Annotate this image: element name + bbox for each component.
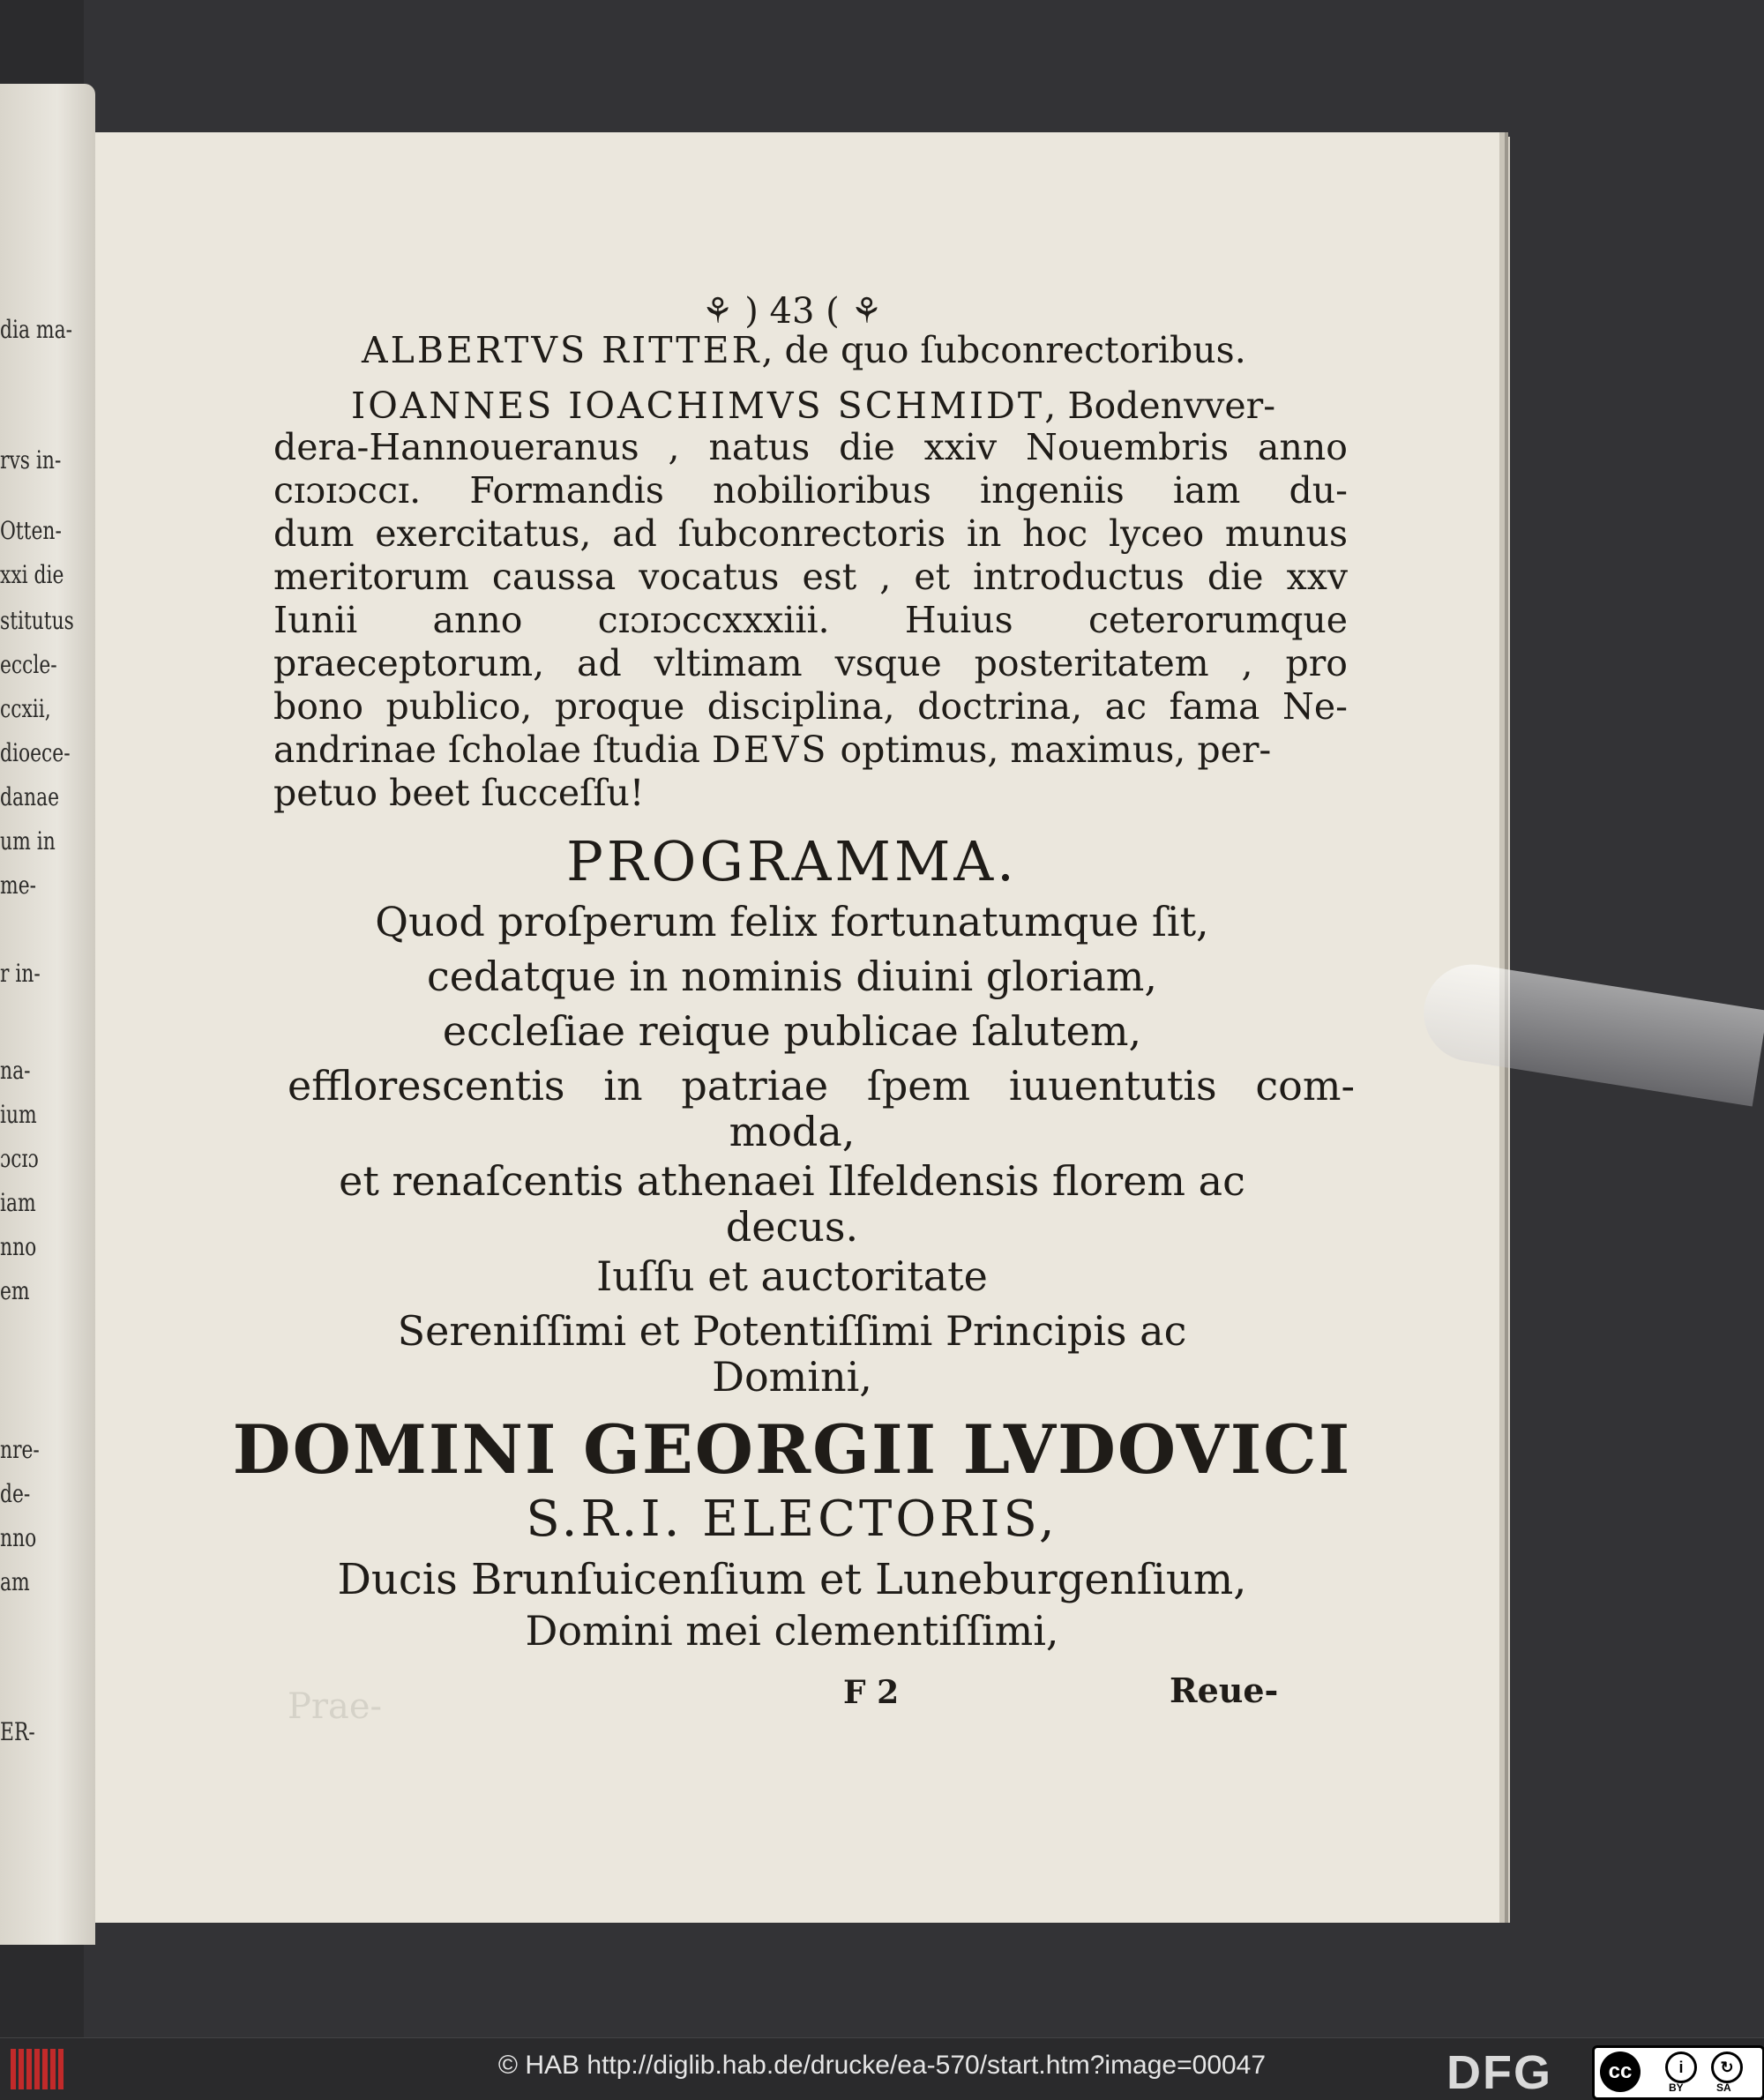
left-fragment: nno [0,1232,37,1261]
catchword: Reue- [1170,1670,1279,1710]
programma-line: et renaſcentis athenaei Ilfeldensis florem ac [339,1157,1245,1205]
running-head: ⚘ ) 43 ( ⚘ [701,291,883,332]
left-fragment: nno [0,1523,37,1552]
left-fragment: de- [0,1479,31,1508]
left-fragment: um in [0,826,56,856]
left-fragment: xxi die [0,560,64,589]
dominus-heading: DOMINI GEORGII LVDOVICI [232,1410,1352,1489]
text-line [351,384,1275,428]
text-line: praeceptorum, ad vltimam vsque posteritatem , pro [273,642,1348,684]
left-fragment: ium [0,1100,37,1129]
left-fragment: me- [0,871,37,900]
left-fragment: em [0,1276,30,1305]
left-fragment: iam [0,1188,36,1217]
show-through-text: Prae- [288,1686,383,1727]
programma-title: PROGRAMMA. [566,829,1018,893]
left-fragment: danae [0,782,60,811]
deus-smallcaps: DEVS [711,729,829,771]
book-page [95,132,1499,1923]
left-fragment: nre- [0,1435,40,1464]
text-line: Iunii anno cɪɔɪɔccxxxiii. Huius ceterorumque [273,599,1348,641]
footer-bar [0,2037,1764,2100]
left-fragment: eccle- [0,650,57,679]
programma-line: Quod proſperum felix fortunatumque ſit, [375,898,1209,945]
left-fragment: rvs in- [0,445,62,475]
line-rest: optimus, maximus, per- [828,729,1272,771]
share-alike-icon: ↻ [1711,2051,1743,2083]
left-facing-page [0,84,95,1945]
line-rest: , de quo ſubconrectoribus. [761,329,1246,371]
sa-label: SA [1716,2081,1731,2094]
programma-line: cedatque in nominis diuini gloriam, [426,953,1158,1000]
name-smallcaps: IOANNES IOACHIMVS SCHMIDT [351,385,1045,427]
left-fragment: na- [0,1056,31,1085]
domini-mei-line: Domini mei clementiſſimi, [525,1607,1059,1655]
left-fragment: dioece- [0,738,71,767]
text-line: meritorum caussa vocatus est , et introductus die xxv [273,556,1348,598]
name-smallcaps: ALBERTVS RITTER [362,329,762,371]
programma-line: moda, [729,1108,856,1155]
programma-line: eccleſiae reique publicae ſalutem, [442,1007,1142,1055]
left-fragment: am [0,1567,30,1596]
left-fragment: ɔcɪɔ [0,1144,39,1173]
signature-mark: F 2 [843,1674,900,1711]
left-fragment: r in- [0,959,41,988]
text-line: dera-Hannoueranus , natus die xxiv Nouembris anno [273,426,1348,468]
text-line [362,328,1246,372]
text-line: petuo beet ſucceſſu! [273,772,645,814]
programma-line: Sereniſſimi et Potentiſſimi Principis ac [397,1307,1187,1355]
programma-line: efflorescentis in patriae ſpem iuuentutis com- [288,1062,1355,1110]
elector-heading: S.R.I. ELECTORIS, [526,1491,1058,1548]
copyright-notice[interactable]: © HAB http://diglib.hab.de/drucke/ea-570/start.htm?image=00047 [497,2051,1267,2080]
ducis-line: Ducis Brunſuicenſium et Luneburgenſium, [337,1555,1247,1604]
left-fragment: ccxii, [0,694,51,723]
line-rest: , Bodenvver- [1044,385,1276,427]
programma-line: Domini, [712,1353,872,1401]
text-line [273,728,1271,772]
attribution-icon: i [1665,2051,1697,2083]
cc-license-badge[interactable] [1592,2045,1764,2100]
text-line: dum exercitatus, ad ſubconrectoris in hoc lyceo munus [273,512,1348,555]
text-line: cɪɔɪɔccɪ. Formandis nobilioribus ingeniis iam du- [273,469,1348,512]
dfg-logo: DFG [1446,2046,1552,2099]
left-fragment: Otten- [0,516,62,545]
programma-line: Iuſſu et auctoritate [596,1252,988,1300]
left-fragment: dia ma- [0,315,73,344]
line-pre: andrinae ſcholae ſtudia [273,729,712,771]
left-fragment: ER- [0,1717,35,1746]
text-line: bono publico, proque disciplina, doctrina, ac fama Ne- [273,685,1348,728]
by-label: BY [1669,2081,1684,2094]
page-text [95,132,1499,1923]
left-fragment: stitutus [0,606,74,635]
programma-line: decus. [725,1203,859,1251]
cc-icon: cc [1600,2051,1641,2092]
